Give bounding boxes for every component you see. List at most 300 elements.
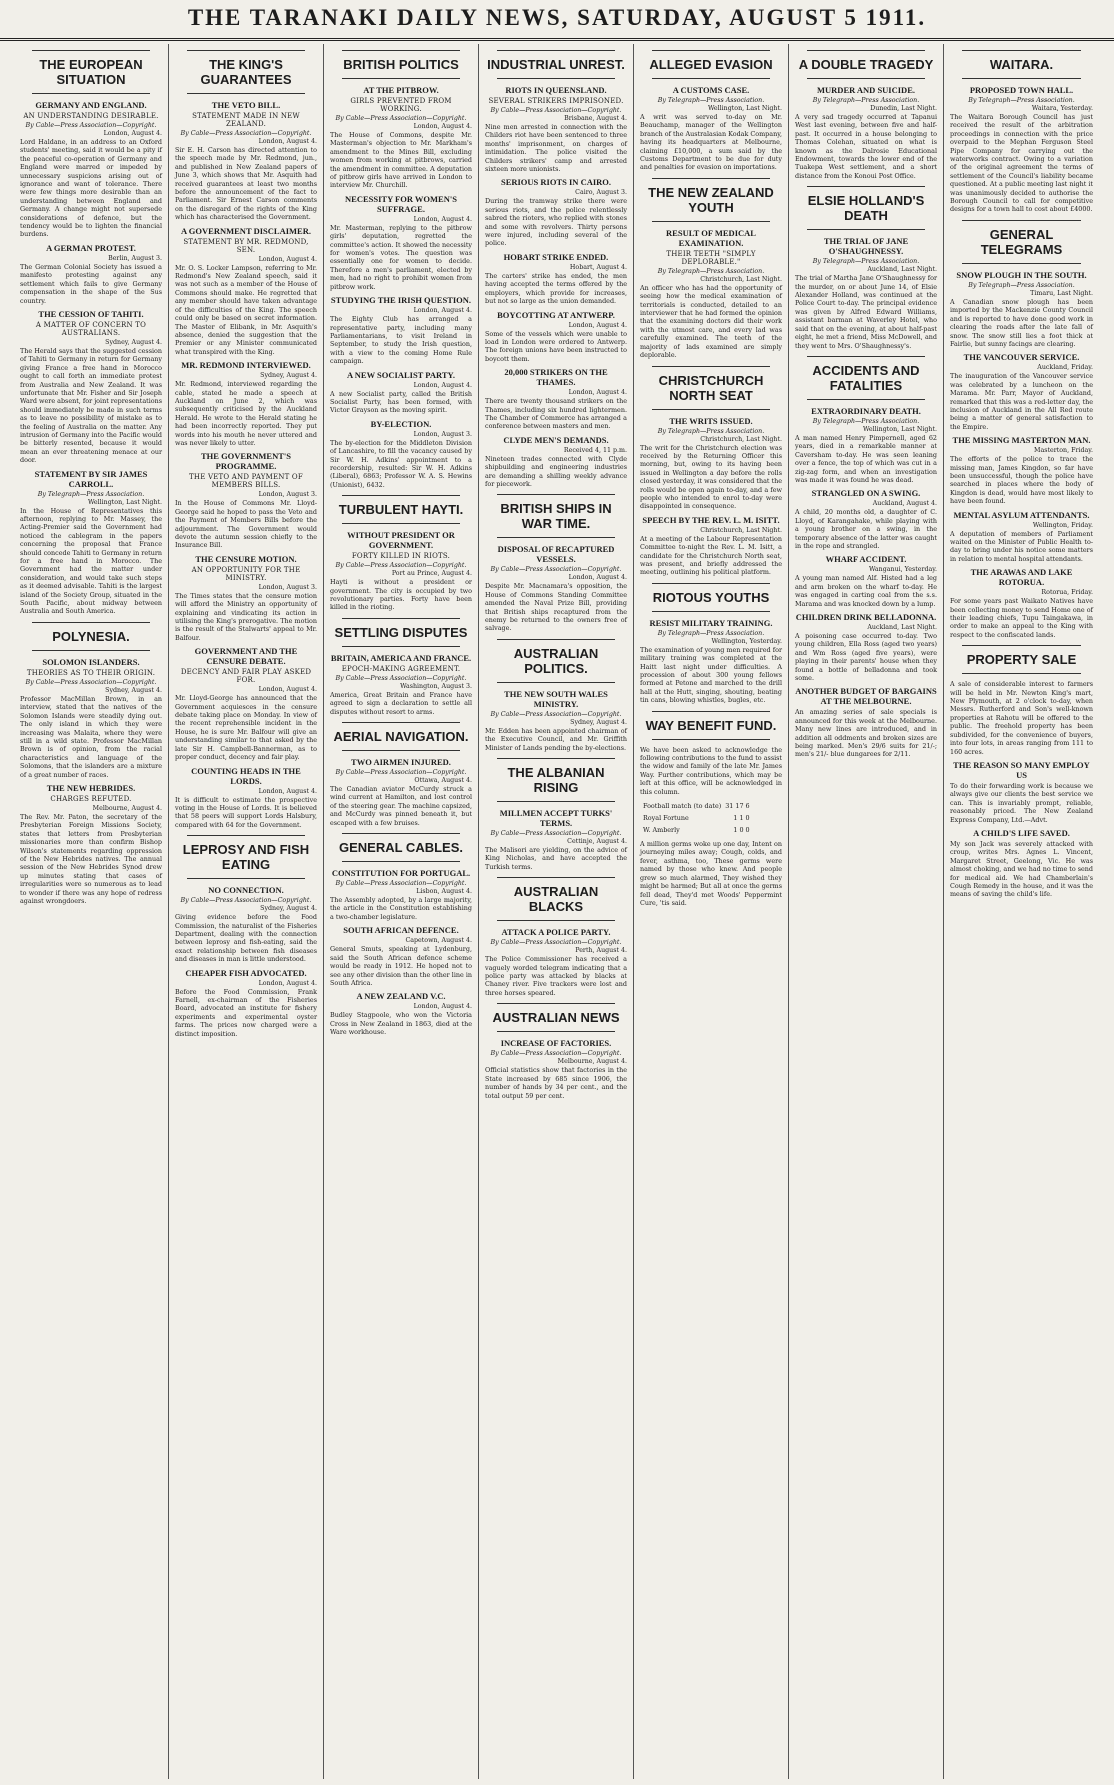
section-rule: [497, 1031, 615, 1032]
article-byline: By Cable—Press Association—Copyright.: [490, 830, 622, 838]
article-title: THE TRIAL OF JANE O'SHAUGHNESSY.: [823, 236, 909, 257]
article: [795, 85, 937, 180]
article-title: SERIOUS RIOTS IN CAIRO.: [500, 177, 612, 188]
article-subtitle: THEORIES AS TO THEIR ORIGIN.: [26, 668, 156, 677]
section-rule: [342, 833, 460, 834]
article-body: Some of the vessels which were unable to load in London were ordered to Antwerp. The foreign unions have been instructed to boycott them.: [485, 329, 627, 363]
section-rule: [652, 50, 770, 51]
article-title: EXTRAORDINARY DEATH.: [811, 405, 921, 416]
article-title: DISPOSAL OF RECAPTURED VESSELS.: [497, 544, 615, 565]
article: [485, 689, 627, 752]
section-heading: GENERAL TELEGRAMS: [980, 226, 1063, 257]
article-title: GOVERNMENT AND THE CENSURE DEBATE.: [194, 646, 298, 667]
article: [950, 760, 1093, 824]
article-title: COUNTING HEADS IN THE LORDS.: [191, 765, 301, 786]
article-dateline: London, August 3.: [413, 430, 472, 438]
article-title: CHEAPER FISH ADVOCATED.: [185, 967, 307, 978]
article-dateline: London, August 3.: [258, 491, 317, 499]
section-heading: PROPERTY SALE: [966, 652, 1077, 668]
article-subtitle: THE VETO AND PAYMENT OF MEMBERS BILLS.: [189, 473, 303, 490]
article-dateline: Port au Prince, August 4.: [391, 570, 472, 578]
article-dateline: Sydney, August 4.: [260, 905, 317, 913]
article-body: At a meeting of the Labour Representation Committee to-night the Rev. L. M. Isitt, a candidate for the Christchurch North seat, was present, and briefly addressed the meeting, outlining his political platform.: [640, 534, 782, 577]
article-body: Professor MacMillan Brown, in an interview, stated that the natives of the Solomon Islands were steadily dying out. The only island in which they were increasing was Malaita, where they were still in a wild state. Professor MacMillan Brown is of opinion, from the racial characteristics and language of the Solomons, that the islanders are a mixture of a great number of races.: [20, 694, 162, 779]
article: [795, 554, 937, 608]
article: [485, 85, 627, 173]
article-body: During the tramway strike there were serious riots, and the police relentlessly sabred the rioters, who replied with stones and some with revolvers. Thirty persons were injured, including several of the police.: [485, 197, 627, 248]
article-title: HOBART STRIKE ENDED.: [503, 251, 609, 262]
article-dateline: Auckland, Last Night.: [867, 266, 937, 274]
article-byline: By Cable—Press Association—Copyright.: [490, 1050, 622, 1058]
article-subtitle: AN UNDERSTANDING DESIRABLE.: [23, 112, 159, 120]
article-dateline: Received 4, 11 p.m.: [563, 446, 627, 454]
section-rule: [652, 739, 770, 740]
article-body: An amazing series of sale specials is announced for this week at the Melbourne. Many new lines are introduced, and in addition all oddments and broken sizes are being marked. Men's 29/6 suits for 21/-; men's 21/- blue dungarees for 2/11.: [795, 708, 937, 759]
article-body: Despite Mr. Macnamara's opposition, the House of Commons Standing Committee amended the Naval Prize Bill, providing that British ships recaptured from the enemy be returned to the owners free of salvage.: [485, 582, 627, 633]
section-rule: [497, 78, 615, 79]
article-dateline: Auckland, Friday.: [1037, 364, 1093, 372]
article: [485, 367, 627, 431]
contributions-table: [640, 799, 753, 837]
section-heading: WAY BENEFIT FUND.: [645, 717, 777, 733]
article-dateline: London, August 4.: [413, 307, 472, 315]
article-byline: By Telegraph—Press Association.: [657, 629, 765, 637]
article: [485, 177, 627, 247]
article-subtitle: SEVERAL STRIKERS IMPRISONED.: [488, 97, 624, 105]
article-dateline: Waitara, Yesterday.: [1031, 105, 1093, 112]
article-dateline: London, August 4.: [568, 574, 627, 582]
article: [485, 310, 627, 364]
section-heading: LEPROSY AND FISH EATING: [182, 842, 310, 873]
article-byline: By Telegraph—Press Association.: [657, 267, 765, 275]
section-heading: THE EUROPEAN SITUATION: [39, 57, 143, 87]
article-dateline: London, August 4.: [258, 138, 317, 145]
article: [640, 416, 782, 511]
article: [950, 567, 1093, 639]
article-title: MENTAL ASYLUM ATTENDANTS.: [953, 509, 1090, 520]
section-heading: POLYNESIA.: [52, 628, 130, 644]
article-body: For some years past Waikato Natives have been collecting money to send Home one of their leading chiefs, Tupu Taingakawa, in order to make an appeal to the King with respect to the confiscated lands.: [950, 597, 1093, 639]
section-rule: [652, 583, 770, 584]
article-byline: By Telegraph—Press Association.: [968, 97, 1075, 104]
section-heading: WAITARA.: [989, 57, 1054, 72]
section-rule: [652, 366, 770, 367]
article-title: THE GOVERNMENT'S PROGRAMME.: [201, 451, 291, 472]
article-dateline: Sydney, August 4.: [105, 686, 162, 694]
article: [330, 295, 472, 365]
article-subtitle: AN OPPORTUNITY FOR THE MINISTRY.: [191, 565, 301, 582]
article: [330, 653, 472, 716]
article-body: Nine men arrested in connection with the Childers riot have been sentenced to three months' imprisonment, on charges of intimidation. The police visited the Childers strikers' camp and arrested sixteen more unionists.: [485, 123, 627, 174]
article-dateline: London, August 4.: [413, 381, 472, 389]
article-body: The Canadian aviator McCurdy struck a wind current at Hamilton, and lost control of the steering gear. The machine capsized, and McCurdy was pinned beneath it, but escaped with a few bruises.: [330, 785, 472, 827]
article-title: A CUSTOMS CASE.: [672, 85, 750, 95]
section-heading: BRITISH POLITICS: [343, 57, 459, 72]
section-rule: [962, 220, 1081, 221]
article-title: A NEW ZEALAND V.C.: [356, 991, 446, 1002]
article: [20, 469, 162, 616]
masthead-title: THE TARANAKI DAILY NEWS, SATURDAY, AUGUST 5 1911.: [187, 5, 927, 30]
article-dateline: Cettinje, August 4.: [567, 838, 627, 846]
article: [330, 757, 472, 827]
section-rule: [32, 50, 150, 51]
section-rule: [652, 178, 770, 179]
article: [640, 85, 782, 172]
article-body: The trial of Martha Jane O'Shaughnessy for the murder, on or about June 14, of Elsie Alexander Holland, was continued at the Police Court to-day. The principal evidence was given by Alfred Edward Williams, assistant barman at Waverley Hotel, who said that on the evening, at about half-past eight, he met a friend, Miss McDowell, and they went to Mrs. O'Shaughnessy's.: [795, 274, 937, 350]
article-dateline: Wellington, Last Night.: [87, 498, 162, 506]
news-column: [479, 44, 634, 1779]
contribution-row: [642, 813, 751, 823]
article-title: GERMANY AND ENGLAND.: [35, 100, 147, 110]
section-heading: A DOUBLE TRAGEDY: [798, 57, 934, 72]
article-body: America, Great Britain and France have agreed to sign a declaration to settle all disputes without resort to arms.: [330, 690, 472, 716]
article-byline: By Cable—Press Association—Copyright.: [335, 880, 467, 888]
article-body: The Times states that the censure motion will afford the Ministry an opportunity of explaining and vindicating its action in utilising the King's prerogative. The motion is the result of the Stalwarts' appeal to Mr. Balfour.: [175, 591, 317, 642]
article: [640, 618, 782, 705]
section-heading: AUSTRALIAN NEWS: [492, 1010, 620, 1026]
section-heading: SETTLING DISPUTES: [334, 624, 468, 640]
article-body: My son Jack was severely attacked with croup, writes Mrs. Agnes L. Vincent, Margaret Street, Geelong, Vic. He was almost choking, and we had no time to send for medical aid. We had Chamberlain's Cough Remedy in the house, and it was the means of saving the child's life.: [950, 839, 1093, 899]
article-byline: By Cable—Press Association—Copyright.: [180, 897, 312, 905]
article-title: THE ARAWAS AND LAKE ROTORUA.: [970, 567, 1073, 588]
news-columns: [14, 44, 1104, 1779]
article-body: Mr. Masterman, replying to the pitbrow girls' deputation, regretted the committee's action. It showed the necessity for women's votes. The question was essentially one for women to decide. Therefore a men's parliament, elected by men, had no right to prohibit women from pitbrow work.: [330, 223, 472, 291]
article-dateline: Brisbane, August 4.: [564, 115, 627, 122]
article: [175, 100, 317, 222]
section-rule: [342, 78, 460, 79]
article-body: The German Colonial Society has issued a manifesto protesting against any settlement which fails to give Germany compensation in the shape of the Sus country.: [20, 262, 162, 305]
article-dateline: Christchurch, Last Night.: [700, 526, 782, 534]
section-rule: [342, 523, 460, 524]
article-dateline: Timaru, Last Night.: [1030, 289, 1093, 297]
section-rule: [187, 50, 305, 51]
article-subtitle: EPOCH-MAKING AGREEMENT.: [341, 664, 461, 673]
article-subtitle: STATEMENT BY MR. REDMOND, SEN.: [183, 237, 309, 254]
article: [795, 686, 937, 758]
article: [950, 352, 1093, 431]
article-dateline: Wellington, Last Night.: [707, 105, 782, 112]
article-dateline: London, August 4.: [413, 215, 472, 223]
news-column: [14, 44, 169, 1779]
article-body: A sale of considerable interest to farmers will be held in Mr. Newton King's mart, New Plymouth, at 2 o'clock to-day, when Messrs. Rutherford and Son's well-known properties at Rahotu will be offered to the public. The freehold property has been subdivided, for the convenience of buyers, into four lots, in areas ranging from 111 to 160 acres.: [950, 680, 1093, 756]
article-body: It is difficult to estimate the prospective voting in the House of Lords. It is believed that 58 peers will support Lords Halsbury, compared with 64 for the Government.: [175, 795, 317, 829]
article-body: The Herald says that the suggested cession of Tahiti to Germany in return for Germany giving France a free hand in Morocco ought to call forth an immediate protest from Australia and New Zealand. It was unfortunate that Mr. Fisher and Sir Joseph Ward were absent, for joint representations should immediately be made in such terms as to leave no possibility of mistake as to the feeling of Australia on the matter. Any intrusion of Germany into the Pacific would be bitterly resented, because it would mean an ever threatening menace at our door.: [20, 346, 162, 465]
section-rule: [652, 711, 770, 712]
section-heading: AUSTRALIAN POLITICS.: [513, 645, 599, 676]
section-rule: [342, 618, 460, 619]
article: [175, 646, 317, 761]
section-rule: [497, 801, 615, 802]
article-title: BY-ELECTION.: [370, 418, 432, 429]
article: [175, 451, 317, 549]
article-body: A man named Henry Pimpernell, aged 62 years, died in a remarkable manner at Caversham to-day. He was seen leaning over a fence, the top of which was cut in a zig-zag form, and when an investigation was made it was found he was dead.: [795, 433, 937, 484]
article-byline: By Cable—Press Association—Copyright.: [490, 107, 622, 114]
article-dateline: Rotorua, Friday.: [1041, 589, 1093, 597]
article: [20, 243, 162, 305]
article-byline: By Cable—Press Association—Copyright.: [490, 566, 622, 574]
article-title: NECESSITY FOR WOMEN'S SUFFRAGE.: [345, 193, 457, 214]
article-title: THE VETO BILL.: [211, 100, 281, 110]
article: [330, 925, 472, 987]
article-body: The Malisori are yielding, on the advice of King Nicholas, and have accepted the Turkish terms.: [485, 846, 627, 871]
section-rule: [652, 221, 770, 222]
article-title: SNOW PLOUGH IN THE SOUTH.: [956, 269, 1087, 280]
article-dateline: Auckland, August 4.: [872, 500, 937, 508]
contributor-name: W. Amberly: [643, 826, 680, 835]
article: [950, 85, 1093, 214]
article: [330, 419, 472, 489]
section-heading: CHRISTCHURCH NORTH SEAT: [658, 372, 764, 403]
article-body: The Eighty Club has arranged a representative party, including many Parliamentarians, to visit Ireland in September, to study the Irish question, with a view to the coming Home Rule campaign.: [330, 315, 472, 366]
article: [330, 991, 472, 1036]
article-body: A child, 20 months old, a daughter of C. Lloyd, of Karangahake, while playing with a young brother on a swing, in the temporary absence of the latter was caught in the rope and strangled.: [795, 508, 937, 550]
section-rule: [497, 537, 615, 538]
article-title: CHILDREN DRINK BELLADONNA.: [795, 612, 937, 622]
article-title: A GOVERNMENT DISCLAIMER.: [181, 225, 311, 236]
article-body: Mr. Redmond, interviewed regarding the cable, stated he made a speech at Auckland on June 2, which was subsequently criticised by the Auckland Herald. He wrote to the Herald stating he had been incorrectly reported. They put words into his mouth he never uttered and was never likely to utter.: [175, 380, 317, 447]
article-byline: By Cable—Press Association—Copyright.: [490, 939, 622, 947]
article-body: There are twenty thousand strikers on the Thames, including six hundred lightermen. The Chamber of Commerce has arranged a conference between masters and men.: [485, 397, 627, 431]
section-heading: ACCIDENTS AND FATALITIES: [812, 362, 920, 393]
article: [175, 766, 317, 830]
article-byline: By Cable—Press Association—Copyright.: [335, 562, 467, 570]
section-rule: [807, 356, 925, 357]
article-title: TWO AIRMEN INJURED.: [351, 757, 451, 768]
section-rule: [342, 50, 460, 51]
article: [485, 435, 627, 489]
article-title: RESIST MILITARY TRAINING.: [649, 617, 773, 628]
article-body: Giving evidence before the Food Commission, the naturalist of the Fisheries Department, dealing with the connection between leprosy and fish-eating, said the exact relationship between fish diseases and diseases in man is little understood.: [175, 913, 317, 964]
article-dateline: Washington, August 3.: [400, 682, 472, 690]
section-rule: [187, 878, 305, 879]
section-rule: [497, 1003, 615, 1004]
article-body: The carters' strike has ended, the men having accepted the terms offered by the employers, which provide for increases, but not so large as the union demanded.: [485, 271, 627, 306]
news-column: [169, 44, 324, 1779]
article-byline: By Cable—Press Association—Copyright.: [335, 769, 467, 777]
section-rule: [342, 861, 460, 862]
article-body: The by-election for the Middleton Division of Lancashire, to fill the vacancy caused by Sir W. H. Adkins' appointment to a recordership, resulted: Sir W. H. Adkins (Liberal), 6863; Professor W. A. S. Hewins (Unionist), 6432.: [330, 438, 472, 489]
article-body: Official statistics show that factories in the State increased by 685 since 1906, the number of hands by 34 per cent., and the total output 59 per cent.: [485, 1066, 627, 1100]
article-title: ANOTHER BUDGET OF BARGAINS AT THE MELBOURNE.: [795, 686, 937, 707]
article-dateline: Auckland, Last Night.: [867, 624, 937, 631]
contributor-name: Royal Fortune: [643, 814, 689, 823]
article-body: A young man named Alf. Histed had a leg and arm broken on the wharf to-day. He was engaged in carting coal from the s.s. Marama and was knocked down by a lump.: [795, 574, 937, 608]
article-title: STRANGLED ON A SWING.: [811, 488, 921, 499]
article-body: Budley Stagpoole, who won the Victoria Cross in New Zealand in 1863, died at the Ware workhouse.: [330, 1011, 472, 1037]
article: [485, 1038, 627, 1100]
article: [950, 435, 1093, 505]
article-title: STATEMENT BY SIR JAMES CARROLL.: [34, 468, 148, 489]
section-heading: BRITISH SHIPS IN WAR TIME.: [500, 501, 612, 532]
article: [175, 968, 317, 1038]
article: [950, 270, 1093, 348]
article-title: SOUTH AFRICAN DEFENCE.: [343, 925, 459, 936]
section-rule: [187, 93, 305, 94]
article-subtitle: FORTY KILLED IN RIOTS.: [351, 552, 451, 561]
section-rule: [807, 399, 925, 400]
article-byline: By Telegraph—Press Association.: [37, 490, 145, 498]
article: [330, 868, 472, 921]
article-title: AT THE PITBROW.: [363, 85, 439, 95]
section-heading: INDUSTRIAL UNREST.: [487, 57, 625, 72]
article-dateline: Hobart, August 4.: [569, 263, 627, 271]
article: [950, 680, 1093, 756]
article: [175, 885, 317, 963]
article-dateline: London, August 4.: [258, 979, 317, 987]
article-title: WITHOUT PRESIDENT OR GOVERNMENT.: [347, 530, 455, 551]
article-body: Mr. O. S. Locker Lampson, referring to Mr. Redmond's New Zealand speech, said it was not such as a member of the House of Commons should make. He regretted that any member should have taken advantage of the difficulties of the King. The speech could only be based on secret information. The Master of Elibank, in Mr. Asquith's absence, denied the suggestion that the Premier or any Minister communicated what transpired with the King.: [175, 263, 317, 356]
article-dateline: London, August 4.: [258, 787, 317, 795]
article: [175, 360, 317, 447]
section-heading: THE NEW ZEALAND YOUTH: [648, 184, 774, 215]
article: [795, 236, 937, 350]
article-byline: By Telegraph—Press Association.: [968, 281, 1075, 289]
section-rule: [652, 409, 770, 410]
article-dateline: Christchurch, Last Night.: [700, 275, 782, 283]
article-title: PROPOSED TOWN HALL.: [969, 85, 1074, 95]
article-body: A new Socialist party, called the British Socialist Party, has been formed, with Victor Grayson as the moving spirit.: [330, 389, 472, 415]
article-body: Before the Food Commission, Frank Farnell, ex-chairman of the Fisheries Board, advocated an institute for fishery experiments and experimental oyster farms. The prices now charged were a distinct imposition.: [175, 987, 317, 1038]
section-heading: AERIAL NAVIGATION.: [333, 729, 469, 745]
article-body: Mr. Lloyd-George has announced that the Government acquiesces in the censure debate taking place on Monday. In view of the recent reprehensible incident in the House, he is sure Mr. Balfour will give an understanding similar to that asked by the late Sir H. Campbell-Bannerman, as to proper conduct, decency and fair play.: [175, 694, 317, 762]
article-subtitle: THEIR TEETH "SIMPLY DEPLORABLE.": [666, 249, 756, 266]
article-title: CLYDE MEN'S DEMANDS.: [503, 434, 609, 445]
article: [795, 488, 937, 550]
article-dateline: Wellington, Friday.: [1032, 521, 1093, 529]
section-rule: [497, 639, 615, 640]
article-body: A writ was served to-day on Mr. Beauchamp, manager of the Wellington branch of the Australasian Kodak Company, having its headquarters at Melbourne, claiming £10,000, a sum said by the Customs Department to be due for duty and penalties for evasion on importations.: [640, 113, 782, 172]
article-title: THE CENSURE MOTION.: [195, 553, 297, 564]
section-rule: [652, 78, 770, 79]
section-heading: GENERAL CABLES.: [339, 840, 463, 856]
article-body: Sir E. H. Carson has directed attention to the speech made by Mr. Redmond, jun., and published in New Zealand papers of June 3, which shows that Mr. Asquith had received guarantees at least two months before the announcement of the fact to Parliament. Sir Ernest Carson comments on the disregard of the rights of the King which has characterised the Government.: [175, 146, 317, 222]
article-body: A very sad tragedy occurred at Tapanui West last evening, between five and half-past. It occurred in a house belonging to Thomas Colehan, situated on what is known as the Dalrosie Educational Endowment, towards the lower end of the Tuakepa West settlement, and a short distance from the Konoui Post Office.: [795, 113, 937, 180]
section-rule: [807, 229, 925, 230]
article-title: RESULT OF MEDICAL EXAMINATION.: [666, 227, 756, 248]
article-subtitle: GIRLS PREVENTED FROM WORKING.: [350, 97, 452, 113]
contribution-amount: 31 17 6: [725, 802, 750, 811]
article-byline: By Telegraph—Press Association.: [812, 258, 920, 266]
article-title: STUDYING THE IRISH QUESTION.: [330, 295, 472, 306]
article-body: A poisoning case occurred to-day. Two young children, Ella Ross (aged two years) and Wm Ross (aged five years), were playing in their parents' house when they found a bottle of belladonna and took some.: [795, 632, 937, 683]
article-dateline: Melbourne, August 4.: [557, 1058, 627, 1066]
article-dateline: Ottawa, August 4.: [414, 777, 472, 785]
article: [485, 808, 627, 871]
article-title: MILLMEN ACCEPT TURKS' TERMS.: [499, 808, 613, 829]
article-title: THE CESSION OF TAHITI.: [38, 308, 144, 319]
article-title: THE MISSING MASTERTON MAN.: [952, 435, 1091, 446]
article-byline: By Cable—Press Association—Copyright.: [25, 678, 157, 686]
article-dateline: Sydney, August 4.: [570, 718, 627, 726]
article-title: A GERMAN PROTEST.: [46, 242, 136, 253]
news-column: [634, 44, 789, 1779]
article-title: BRITAIN, AMERICA AND FRANCE.: [330, 652, 472, 663]
article-title: THE REASON SO MANY EMPLOY US: [953, 759, 1090, 780]
section-heading: RIOTOUS YOUTHS: [652, 589, 770, 605]
article-byline: By Cable—Press Association—Copyright.: [335, 115, 467, 122]
article: [20, 100, 162, 239]
article-subtitle: STATEMENT MADE IN NEW ZEALAND.: [192, 112, 300, 128]
article-dateline: Wanganui, Yesterday.: [869, 566, 937, 574]
section-rule: [342, 495, 460, 496]
section-rule: [497, 494, 615, 495]
article-dateline: Perth, August 4.: [575, 947, 627, 955]
article-dateline: London, August 4.: [413, 1003, 472, 1011]
section-rule: [497, 877, 615, 878]
article-body: The House of Commons, despite Mr. Masterman's objection to Mr. Markham's amendment to the Mines Bill, excluding women from working at pitbrows, carried the amendment in committee. A deputation of pitbrow girls have arrived in London to interview Mr. Churchill.: [330, 131, 472, 190]
article-title: A CHILD'S LIFE SAVED.: [973, 827, 1070, 838]
article-body: In the House of Commons Mr. Lloyd-George said he hoped to pass the Veto and the Payment of Members Bills before the adjournment. The Government would devote the autumn session chiefly to the Insurance Bill.: [175, 499, 317, 550]
section-rule: [497, 50, 615, 51]
article-dateline: Sydney, August 4.: [260, 372, 317, 380]
article-title: CONSTITUTION FOR PORTUGAL.: [331, 868, 471, 879]
article-byline: By Telegraph—Press Association.: [812, 97, 920, 104]
section-rule: [342, 722, 460, 723]
article-body: A deputation of members of Parliament waited on the Minister of Public Health to-day to bring under his notice some matters in relation to mental hospital attendants.: [950, 529, 1093, 563]
article: [640, 228, 782, 360]
section-rule: [652, 611, 770, 612]
article-body: Hayti is without a president or government. The city is occupied by two revolutionary parties. Forty have been killed in the rioting.: [330, 578, 472, 612]
section-heading: AUSTRALIAN BLACKS: [513, 884, 599, 915]
article: [485, 252, 627, 306]
article: [20, 783, 162, 905]
section-rule: [342, 646, 460, 647]
section-rule: [497, 920, 615, 921]
article: [640, 746, 782, 796]
article-dateline: Dunedin, Last Night.: [870, 105, 937, 112]
article: [330, 85, 472, 190]
section-heading: ELSIE HOLLAND'S DEATH: [807, 193, 925, 224]
article-body: We have been asked to acknowledge the following contributions to the fund to assist the widow and family of the late Mr. James Way. Further contributions, which may be left at this office, will be acknowledged in this column.: [640, 745, 782, 796]
article-title: MR. REDMOND INTERVIEWED.: [181, 360, 311, 371]
article-dateline: London, August 4.: [258, 255, 317, 263]
article-byline: By Cable—Press Association—Copyright.: [490, 710, 622, 718]
section-rule: [962, 673, 1081, 674]
article-dateline: Capetown, August 4.: [405, 937, 472, 945]
section-heading: TURBULENT HAYTI.: [338, 502, 464, 518]
article: [175, 554, 317, 642]
article-body: The examination of young men required for military training was completed at the Haitt last night under difficulties. A procession of about 300 young fellows formed at Petone and marched to the drill hall at the Hutt, singing, shouting, beating tin cans, blowing whistles, bugles, etc.: [640, 645, 782, 705]
section-heading: THE ALBANIAN RISING: [507, 765, 605, 796]
article-title: BOYCOTTING AT ANTWERP.: [497, 309, 615, 320]
article-title: THE WRITS ISSUED.: [669, 415, 753, 426]
article: [20, 309, 162, 465]
article-dateline: Christchurch, Last Night.: [700, 435, 782, 443]
article-body: Mr. Edden has been appointed chairman of the Executive Council, and Mr. Griffith Minister of Lands pending the by-elections.: [485, 726, 627, 752]
article-subtitle: DECENCY AND FAIR PLAY ASKED FOR.: [180, 668, 312, 685]
section-rule: [187, 835, 305, 836]
article: [795, 406, 937, 484]
section-rule: [32, 93, 150, 94]
masthead: [0, 0, 1114, 41]
article-body: The Rev. Mr. Paton, the secretary of the Presbyterian Foreign Missions Society, states that letters from Presbyterian missionaries more than confirm Bishop Wilson's statements regarding oppression of the New Hebrides natives. The annual session of the New Hebrides Synod drew up minutes stating that cases of irregularities were so numerous as to lead to wonder if there was any hope of redress against wrongdoers.: [20, 812, 162, 905]
article-title: 20,000 STRIKERS ON THE THAMES.: [504, 367, 608, 388]
article-body: Nineteen trades connected with Clyde shipbuilding and engineering industries are demanding a shilling weekly advance for piecework.: [485, 454, 627, 488]
article-title: THE VANCOUVER SERVICE.: [963, 352, 1080, 363]
article-body: General Smuts, speaking at Lydenburg, said the South African defence scheme would be ready in 1912. He hoped not to see any other division than the other line in South Africa.: [330, 945, 472, 987]
section-rule: [497, 758, 615, 759]
article: [640, 515, 782, 577]
section-rule: [962, 78, 1081, 79]
article-body: Lord Haldane, in an address to an Oxford students' meeting, said it would be a pity if the peaceful co-operation of Germany and England were marred or impeded by unnecessary suspicions arising out of ignorance and want of tolerance. There were few things more desirable than an understanding between England and Germany. A change might not supersede considerations of defence, but the tendency would be to lighten the financial burdens.: [20, 138, 162, 239]
article-subtitle: CHARGES REFUTED.: [50, 794, 132, 803]
article-byline: By Telegraph—Press Association.: [657, 427, 765, 435]
article: [795, 612, 937, 682]
article: [950, 510, 1093, 564]
article: [485, 544, 627, 632]
article-dateline: London, August 3.: [258, 583, 317, 591]
article-dateline: Masterton, Friday.: [1034, 447, 1093, 455]
